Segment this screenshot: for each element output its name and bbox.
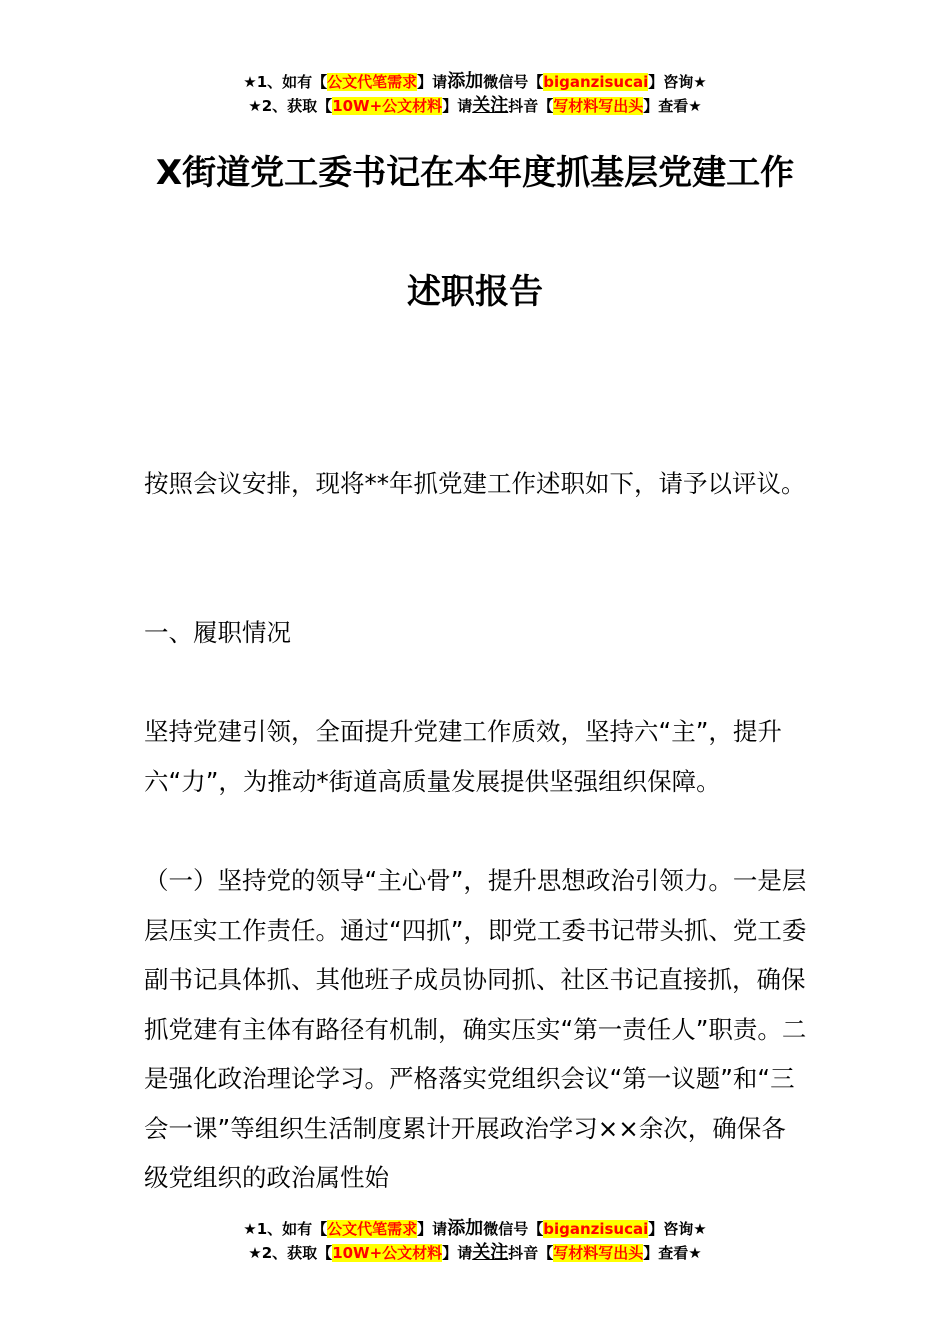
banner-text: 微信号【 (483, 73, 544, 91)
banner-text: 】请 (417, 1220, 448, 1238)
banner-highlight: 公文代笔需求 (327, 1220, 418, 1238)
banner-text: 微信号【 (483, 1220, 544, 1238)
banner-highlight: 公文代笔需求 (327, 73, 418, 91)
heading-text: 一、履职情况 (144, 618, 291, 647)
banner-text: 】请 (442, 97, 473, 115)
banner-line-1 (0, 1217, 950, 1241)
banner-douyin-name: 写材料写出头 (553, 1244, 644, 1262)
banner-text: 】咨询★ (648, 1220, 707, 1238)
paragraph-summary (144, 707, 808, 806)
banner-text: ★1、如有【 (243, 73, 328, 91)
banner-text: 抖音【 (508, 1244, 554, 1262)
banner-emphasis: 关注 (472, 95, 509, 116)
banner-line-2 (0, 94, 950, 118)
banner-text: ★1、如有【 (243, 1220, 328, 1238)
banner-text: 】查看★ (643, 97, 702, 115)
banner-text: 】请 (417, 73, 448, 91)
banner-text: 】请 (442, 1244, 473, 1262)
banner-highlight: 10W+公文材料 (332, 1244, 443, 1262)
document-title-line-2: 述职报告 (407, 272, 543, 312)
banner-emphasis: 添加 (447, 1218, 484, 1239)
paragraph-detail (144, 856, 808, 1203)
banner-douyin-name: 写材料写出头 (553, 97, 644, 115)
banner-line-1 (0, 70, 950, 94)
banner-text: 】查看★ (643, 1244, 702, 1262)
banner-text: ★2、获取【 (248, 97, 333, 115)
paragraph-text: 坚持党建引领，全面提升党建工作质效，坚持六“主”，提升六“力”，为推动*街道高质量发展提供坚强组织保障。 (144, 717, 782, 796)
banner-text: 抖音【 (508, 97, 554, 115)
banner-text: ★2、获取【 (248, 1244, 333, 1262)
banner-line-2 (0, 1241, 950, 1265)
paragraph-text: 按照会议安排，现将**年抓党建工作述职如下，请予以评议。 (144, 469, 806, 498)
paragraph-intro (144, 459, 808, 509)
paragraph-text: （一）坚持党的领导“主心骨”，提升思想政治引领力。一是层层压实工作责任。通过“四抓”，即党工委书记带头抓、党工委副书记具体抓、其他班子成员协同抓、社区书记直接抓，确保抓党建有主体有路径有机制，确实压实“第一责任人”职责。二是强化政治理论学习。严格落实党组织会议“第一议题”和“三会一课”等组织生活制度累计开展政治学习××余次，确保各级党组织的政治属性始 (144, 866, 807, 1192)
section-heading (144, 608, 808, 658)
banner-emphasis: 关注 (472, 1242, 509, 1263)
banner-text: 】咨询★ (648, 73, 707, 91)
bottom-banner (0, 1217, 950, 1265)
banner-emphasis: 添加 (447, 71, 484, 92)
banner-wechat-id: biganzisucai (543, 73, 649, 91)
banner-highlight: 10W+公文材料 (332, 97, 443, 115)
banner-wechat-id: biganzisucai (543, 1220, 649, 1238)
top-banner (0, 70, 950, 118)
document-title-line-1: X街道党工委书记在本年度抓基层党建工作 (155, 153, 795, 193)
